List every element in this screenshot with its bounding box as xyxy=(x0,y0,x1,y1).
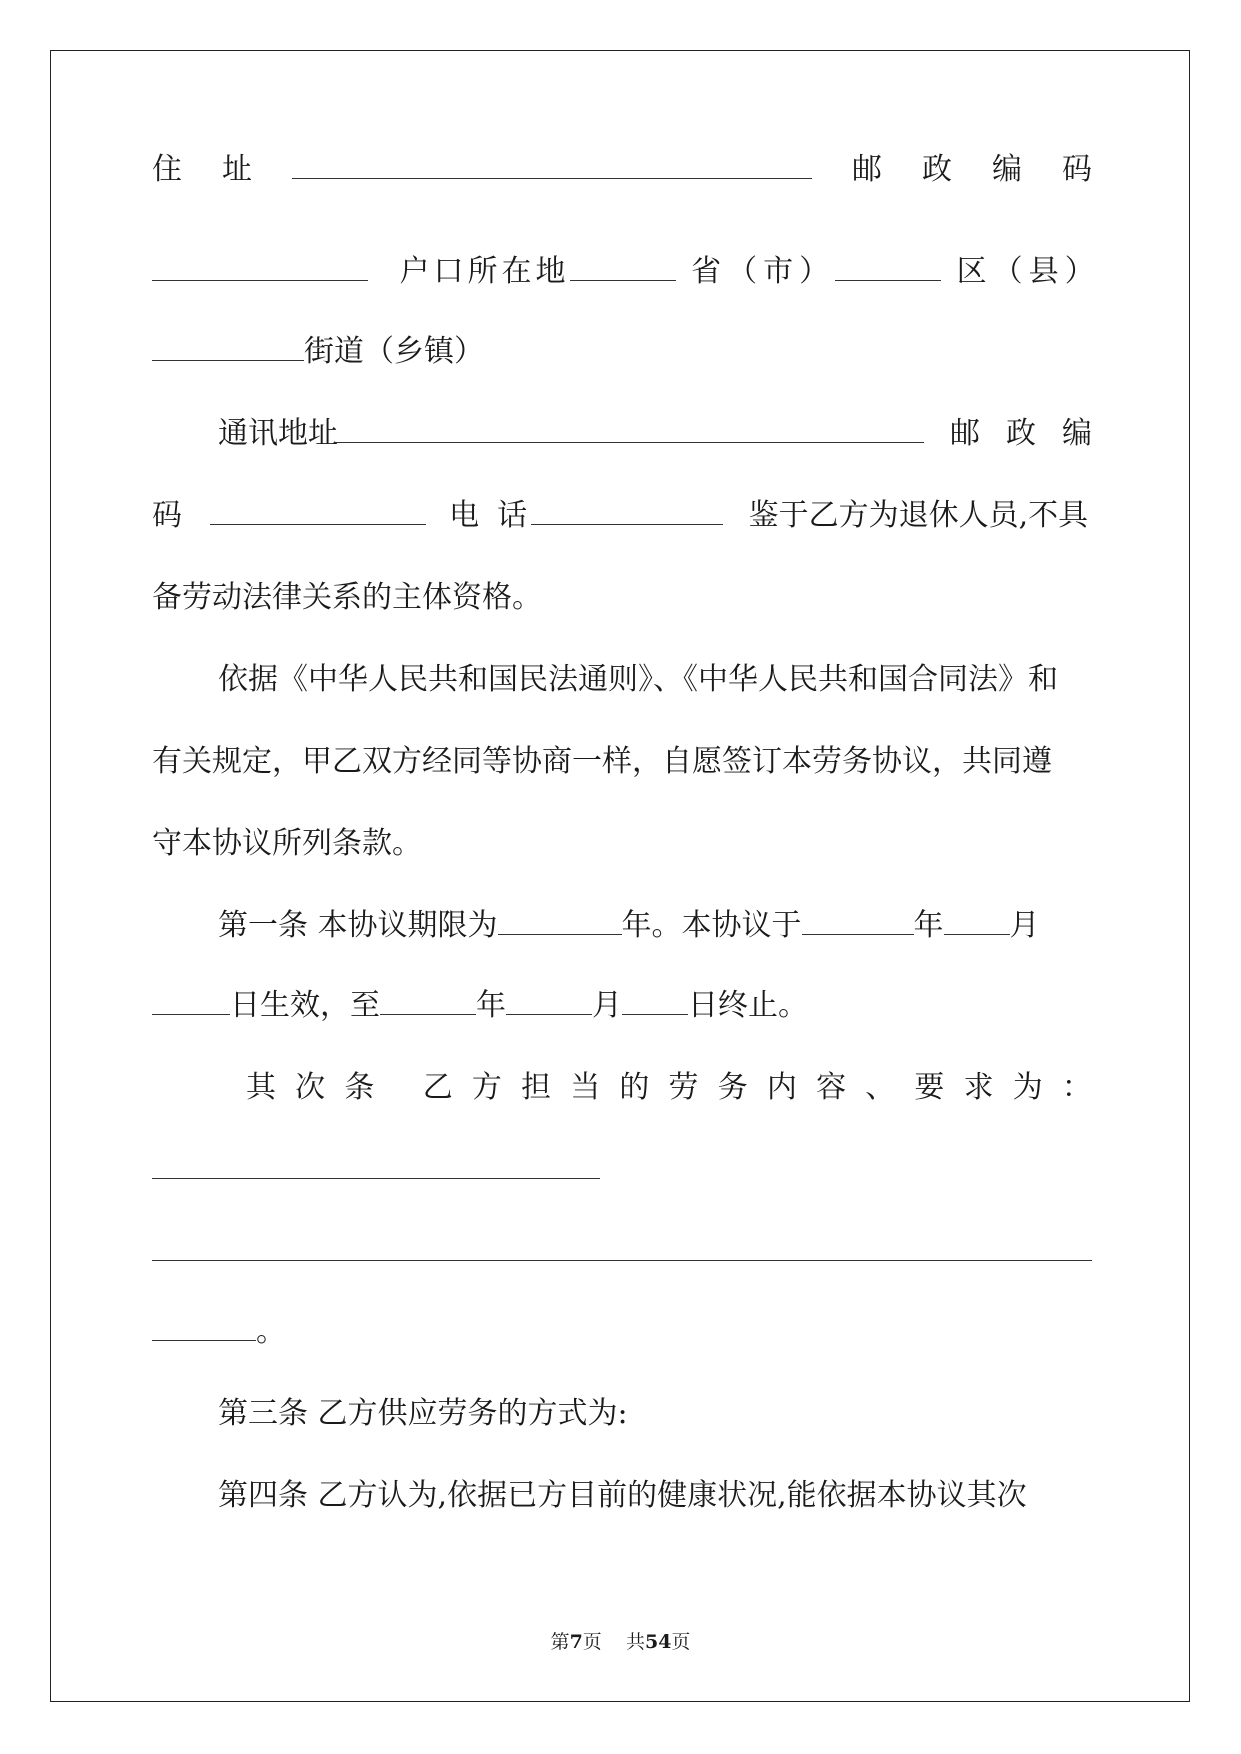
end-year-blank xyxy=(380,988,476,1015)
text-zhi: 址 xyxy=(222,152,252,187)
paragraph-line: 守本协议所列条款。 xyxy=(152,826,422,861)
postcode-blank xyxy=(152,254,368,281)
year-label2: 年 xyxy=(476,988,506,1023)
char: 次 xyxy=(295,1070,326,1105)
char: 求 xyxy=(963,1070,994,1105)
address-blank xyxy=(292,152,812,179)
requirements-blank-3 xyxy=(152,1314,256,1341)
article-one-label: 第一条 本协议期限为 xyxy=(218,908,498,943)
char: 为 xyxy=(1012,1070,1043,1105)
month-label2: 月 xyxy=(592,988,622,1023)
text-you: 邮 xyxy=(852,152,882,187)
postcode-blank2 xyxy=(210,498,426,525)
street-line xyxy=(152,332,484,372)
paragraph-line: 有关规定，甲乙双方经同等协商一样，自愿签订本劳务协议，共同遵 xyxy=(152,744,1052,779)
retiree-text: 鉴于乙方为退休人员,不具 xyxy=(748,498,1089,533)
start-year-blank xyxy=(802,908,914,935)
footer-text: 第 xyxy=(550,1631,570,1653)
article-one-line xyxy=(218,906,1040,946)
district-blank xyxy=(835,254,941,281)
footer-text: 页 xyxy=(671,1631,691,1653)
text-bian: 编 xyxy=(992,152,1022,187)
start-month-blank xyxy=(944,908,1010,935)
char: 的 xyxy=(619,1070,650,1105)
char: 乙 xyxy=(422,1070,453,1105)
end-month-blank xyxy=(506,988,592,1015)
current-page: 7 xyxy=(569,1631,583,1653)
start-day-blank xyxy=(152,988,230,1015)
requirements-blank-line xyxy=(152,1150,600,1190)
text-ma2: 码 xyxy=(152,498,182,533)
phone-label: 电话 xyxy=(449,498,546,533)
page-footer xyxy=(0,1630,1241,1654)
article-two-line xyxy=(246,1068,1092,1108)
article-three-line: 第三条 乙方供应劳务的方式为: xyxy=(218,1396,628,1431)
effective-text: 日生效，至 xyxy=(230,988,380,1023)
paragraph-line: 依据《中华人民共和国民法通则》、《中华人民共和国合同法》和 xyxy=(218,662,1058,697)
char: 容 xyxy=(816,1070,847,1105)
province-blank xyxy=(570,254,676,281)
char: 务 xyxy=(717,1070,748,1105)
requirements-blank-1 xyxy=(152,1152,600,1179)
text-ma: 码 xyxy=(1062,152,1092,187)
text-zheng: 政 xyxy=(922,152,952,187)
end-day-blank xyxy=(622,988,688,1015)
text-zheng2: 政 xyxy=(1006,416,1036,451)
district-label: 区（县） xyxy=(956,254,1101,289)
char: 、 xyxy=(865,1070,896,1105)
contact-address-blank xyxy=(334,416,924,443)
footer-text: 页 共 xyxy=(582,1631,645,1653)
char: 劳 xyxy=(668,1070,699,1105)
requirements-blank-line xyxy=(152,1312,286,1352)
province-label: 省（市） xyxy=(691,254,836,289)
char: 要 xyxy=(914,1070,945,1105)
char: 条 xyxy=(344,1070,375,1105)
period: 。 xyxy=(256,1314,286,1349)
requirements-blank-line xyxy=(152,1232,1092,1272)
hukou-line xyxy=(152,252,1101,292)
street-blank xyxy=(152,334,304,361)
char: 其 xyxy=(246,1070,276,1105)
char: ： xyxy=(1061,1070,1092,1105)
text-zhu: 住 xyxy=(152,152,182,187)
end-text: 日终止。 xyxy=(688,988,808,1023)
char: 担 xyxy=(521,1070,552,1105)
page-border xyxy=(50,50,1190,1702)
total-pages: 54 xyxy=(644,1631,672,1653)
article-one-text: 年。本协议于 xyxy=(621,908,802,943)
term-years-blank xyxy=(498,908,622,935)
paragraph-line: 备劳动法律关系的主体资格。 xyxy=(152,580,542,615)
char: 内 xyxy=(766,1070,797,1105)
char: 方 xyxy=(471,1070,502,1105)
contact-address-label: 通讯地址 xyxy=(218,416,338,451)
month-label: 月 xyxy=(1009,908,1040,943)
phone-line xyxy=(152,496,1092,536)
contact-address-line xyxy=(218,414,1092,454)
effective-line xyxy=(152,986,808,1026)
text-bian2: 编 xyxy=(1062,416,1092,451)
requirements-blank-2 xyxy=(152,1234,1092,1261)
hukou-label: 户口所在地 xyxy=(399,254,570,289)
address-line xyxy=(152,150,1092,190)
text-you2: 邮 xyxy=(950,416,980,451)
char: 当 xyxy=(570,1070,601,1105)
article-four-line: 第四条 乙方认为,依据已方目前的健康状况,能依据本协议其次 xyxy=(218,1478,1027,1513)
year-label: 年 xyxy=(913,908,944,943)
phone-blank xyxy=(531,498,723,525)
street-label: 街道（乡镇） xyxy=(304,334,484,369)
